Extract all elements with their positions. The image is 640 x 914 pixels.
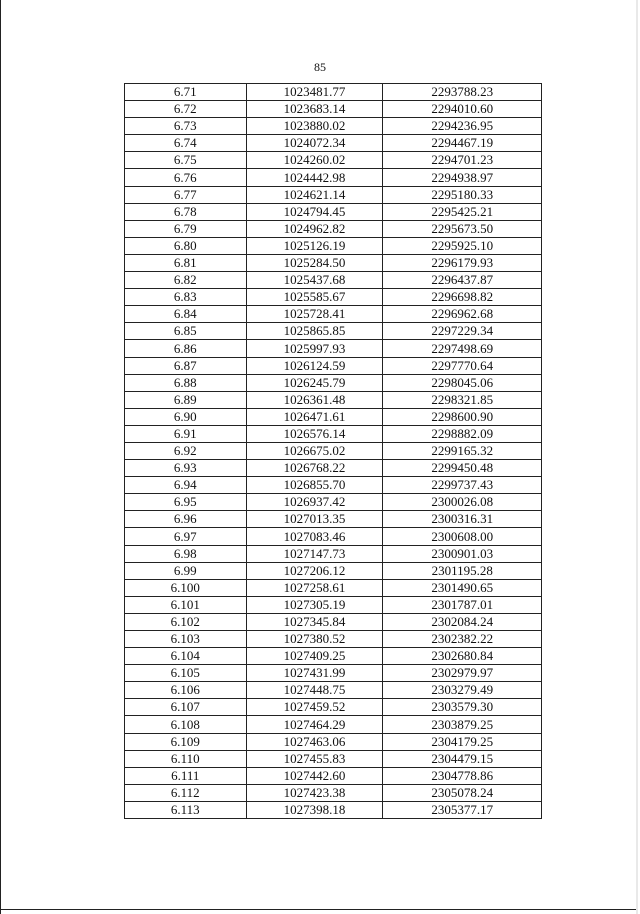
y-coordinate-cell: 2298321.85 bbox=[383, 391, 542, 408]
x-coordinate-cell: 1024621.14 bbox=[246, 186, 383, 203]
y-coordinate-cell: 2295180.33 bbox=[383, 186, 542, 203]
y-coordinate-cell: 2294010.60 bbox=[383, 101, 542, 118]
point-id-cell: 6.80 bbox=[125, 237, 247, 254]
y-coordinate-cell: 2296698.82 bbox=[383, 289, 542, 306]
y-coordinate-cell: 2294701.23 bbox=[383, 152, 542, 169]
y-coordinate-cell: 2298045.06 bbox=[383, 374, 542, 391]
x-coordinate-cell: 1026855.70 bbox=[246, 477, 383, 494]
table-row bbox=[125, 254, 542, 271]
y-coordinate-cell: 2296437.87 bbox=[383, 272, 542, 289]
y-coordinate-cell: 2293788.23 bbox=[383, 84, 542, 101]
point-id-cell: 6.102 bbox=[125, 613, 247, 630]
table-row bbox=[125, 460, 542, 477]
table-row bbox=[125, 801, 542, 818]
x-coordinate-cell: 1026361.48 bbox=[246, 391, 383, 408]
point-id-cell: 6.109 bbox=[125, 733, 247, 750]
x-coordinate-cell: 1025997.93 bbox=[246, 340, 383, 357]
x-coordinate-cell: 1023683.14 bbox=[246, 101, 383, 118]
point-id-cell: 6.83 bbox=[125, 289, 247, 306]
table-row bbox=[125, 716, 542, 733]
x-coordinate-cell: 1026576.14 bbox=[246, 425, 383, 442]
x-coordinate-cell: 1026937.42 bbox=[246, 494, 383, 511]
point-id-cell: 6.86 bbox=[125, 340, 247, 357]
point-id-cell: 6.91 bbox=[125, 425, 247, 442]
table-row bbox=[125, 408, 542, 425]
y-coordinate-cell: 2294938.97 bbox=[383, 169, 542, 186]
x-coordinate-cell: 1027448.75 bbox=[246, 682, 383, 699]
y-coordinate-cell: 2297229.34 bbox=[383, 323, 542, 340]
y-coordinate-cell: 2301490.65 bbox=[383, 579, 542, 596]
table-row bbox=[125, 101, 542, 118]
point-id-cell: 6.84 bbox=[125, 306, 247, 323]
y-coordinate-cell: 2295673.50 bbox=[383, 220, 542, 237]
x-coordinate-cell: 1027013.35 bbox=[246, 511, 383, 528]
y-coordinate-cell: 2305078.24 bbox=[383, 784, 542, 801]
y-coordinate-cell: 2299737.43 bbox=[383, 477, 542, 494]
y-coordinate-cell: 2305377.17 bbox=[383, 801, 542, 818]
table-row bbox=[125, 272, 542, 289]
page-edge-left bbox=[0, 0, 1, 914]
y-coordinate-cell: 2297770.64 bbox=[383, 357, 542, 374]
x-coordinate-cell: 1026245.79 bbox=[246, 374, 383, 391]
x-coordinate-cell: 1027463.06 bbox=[246, 733, 383, 750]
table-row bbox=[125, 682, 542, 699]
table-row bbox=[125, 203, 542, 220]
point-id-cell: 6.99 bbox=[125, 562, 247, 579]
point-id-cell: 6.98 bbox=[125, 545, 247, 562]
table-row bbox=[125, 545, 542, 562]
point-id-cell: 6.89 bbox=[125, 391, 247, 408]
table-row bbox=[125, 579, 542, 596]
y-coordinate-cell: 2299450.48 bbox=[383, 460, 542, 477]
y-coordinate-cell: 2302084.24 bbox=[383, 613, 542, 630]
table-row bbox=[125, 289, 542, 306]
point-id-cell: 6.90 bbox=[125, 408, 247, 425]
y-coordinate-cell: 2304179.25 bbox=[383, 733, 542, 750]
point-id-cell: 6.113 bbox=[125, 801, 247, 818]
x-coordinate-cell: 1027380.52 bbox=[246, 631, 383, 648]
point-id-cell: 6.103 bbox=[125, 631, 247, 648]
y-coordinate-cell: 2301195.28 bbox=[383, 562, 542, 579]
point-id-cell: 6.79 bbox=[125, 220, 247, 237]
table-row bbox=[125, 477, 542, 494]
x-coordinate-cell: 1026675.02 bbox=[246, 442, 383, 459]
point-id-cell: 6.74 bbox=[125, 135, 247, 152]
table-row bbox=[125, 135, 542, 152]
point-id-cell: 6.71 bbox=[125, 84, 247, 101]
table-row bbox=[125, 750, 542, 767]
x-coordinate-cell: 1027147.73 bbox=[246, 545, 383, 562]
table-row bbox=[125, 511, 542, 528]
y-coordinate-cell: 2303579.30 bbox=[383, 699, 542, 716]
y-coordinate-cell: 2299165.32 bbox=[383, 442, 542, 459]
y-coordinate-cell: 2300026.08 bbox=[383, 494, 542, 511]
table-row bbox=[125, 237, 542, 254]
y-coordinate-cell: 2300901.03 bbox=[383, 545, 542, 562]
x-coordinate-cell: 1023880.02 bbox=[246, 118, 383, 135]
page-edge-bottom bbox=[0, 909, 636, 910]
table-row bbox=[125, 152, 542, 169]
table-row bbox=[125, 699, 542, 716]
x-coordinate-cell: 1025284.50 bbox=[246, 254, 383, 271]
x-coordinate-cell: 1024962.82 bbox=[246, 220, 383, 237]
table-row bbox=[125, 169, 542, 186]
page-number: 85 bbox=[314, 60, 326, 74]
point-id-cell: 6.82 bbox=[125, 272, 247, 289]
point-id-cell: 6.110 bbox=[125, 750, 247, 767]
y-coordinate-cell: 2304778.86 bbox=[383, 767, 542, 784]
table-row bbox=[125, 340, 542, 357]
point-id-cell: 6.75 bbox=[125, 152, 247, 169]
x-coordinate-cell: 1027083.46 bbox=[246, 528, 383, 545]
point-id-cell: 6.85 bbox=[125, 323, 247, 340]
y-coordinate-cell: 2303879.25 bbox=[383, 716, 542, 733]
table-row bbox=[125, 442, 542, 459]
point-id-cell: 6.106 bbox=[125, 682, 247, 699]
y-coordinate-cell: 2298882.09 bbox=[383, 425, 542, 442]
x-coordinate-cell: 1024442.98 bbox=[246, 169, 383, 186]
table-row bbox=[125, 562, 542, 579]
y-coordinate-cell: 2294467.19 bbox=[383, 135, 542, 152]
x-coordinate-cell: 1024794.45 bbox=[246, 203, 383, 220]
table-row bbox=[125, 374, 542, 391]
point-id-cell: 6.107 bbox=[125, 699, 247, 716]
y-coordinate-cell: 2295425.21 bbox=[383, 203, 542, 220]
point-id-cell: 6.111 bbox=[125, 767, 247, 784]
point-id-cell: 6.100 bbox=[125, 579, 247, 596]
x-coordinate-cell: 1026768.22 bbox=[246, 460, 383, 477]
y-coordinate-cell: 2294236.95 bbox=[383, 118, 542, 135]
point-id-cell: 6.112 bbox=[125, 784, 247, 801]
table-row bbox=[125, 306, 542, 323]
x-coordinate-cell: 1027258.61 bbox=[246, 579, 383, 596]
point-id-cell: 6.97 bbox=[125, 528, 247, 545]
x-coordinate-cell: 1024072.34 bbox=[246, 135, 383, 152]
point-id-cell: 6.94 bbox=[125, 477, 247, 494]
table-row bbox=[125, 665, 542, 682]
point-id-cell: 6.105 bbox=[125, 665, 247, 682]
table-row bbox=[125, 528, 542, 545]
x-coordinate-cell: 1027464.29 bbox=[246, 716, 383, 733]
x-coordinate-cell: 1025126.19 bbox=[246, 237, 383, 254]
point-id-cell: 6.77 bbox=[125, 186, 247, 203]
x-coordinate-cell: 1026471.61 bbox=[246, 408, 383, 425]
point-id-cell: 6.95 bbox=[125, 494, 247, 511]
table-row bbox=[125, 84, 542, 101]
x-coordinate-cell: 1025585.67 bbox=[246, 289, 383, 306]
x-coordinate-cell: 1027345.84 bbox=[246, 613, 383, 630]
y-coordinate-cell: 2297498.69 bbox=[383, 340, 542, 357]
coordinates-table bbox=[124, 83, 542, 819]
y-coordinate-cell: 2302979.97 bbox=[383, 665, 542, 682]
x-coordinate-cell: 1025865.85 bbox=[246, 323, 383, 340]
x-coordinate-cell: 1027206.12 bbox=[246, 562, 383, 579]
table-row bbox=[125, 118, 542, 135]
table-row bbox=[125, 784, 542, 801]
point-id-cell: 6.104 bbox=[125, 648, 247, 665]
table-row bbox=[125, 733, 542, 750]
x-coordinate-cell: 1027305.19 bbox=[246, 596, 383, 613]
y-coordinate-cell: 2295925.10 bbox=[383, 237, 542, 254]
y-coordinate-cell: 2302382.22 bbox=[383, 631, 542, 648]
point-id-cell: 6.108 bbox=[125, 716, 247, 733]
y-coordinate-cell: 2303279.49 bbox=[383, 682, 542, 699]
point-id-cell: 6.72 bbox=[125, 101, 247, 118]
y-coordinate-cell: 2296179.93 bbox=[383, 254, 542, 271]
point-id-cell: 6.92 bbox=[125, 442, 247, 459]
page-edge-right bbox=[636, 0, 638, 914]
y-coordinate-cell: 2304479.15 bbox=[383, 750, 542, 767]
point-id-cell: 6.88 bbox=[125, 374, 247, 391]
table-row bbox=[125, 425, 542, 442]
y-coordinate-cell: 2298600.90 bbox=[383, 408, 542, 425]
x-coordinate-cell: 1025728.41 bbox=[246, 306, 383, 323]
x-coordinate-cell: 1027431.99 bbox=[246, 665, 383, 682]
table-row bbox=[125, 648, 542, 665]
table-row bbox=[125, 391, 542, 408]
x-coordinate-cell: 1026124.59 bbox=[246, 357, 383, 374]
table-row bbox=[125, 323, 542, 340]
x-coordinate-cell: 1024260.02 bbox=[246, 152, 383, 169]
y-coordinate-cell: 2301787.01 bbox=[383, 596, 542, 613]
point-id-cell: 6.78 bbox=[125, 203, 247, 220]
point-id-cell: 6.76 bbox=[125, 169, 247, 186]
x-coordinate-cell: 1027398.18 bbox=[246, 801, 383, 818]
table-row bbox=[125, 357, 542, 374]
table-row bbox=[125, 494, 542, 511]
point-id-cell: 6.93 bbox=[125, 460, 247, 477]
table-row bbox=[125, 613, 542, 630]
x-coordinate-cell: 1025437.68 bbox=[246, 272, 383, 289]
point-id-cell: 6.73 bbox=[125, 118, 247, 135]
table-row bbox=[125, 631, 542, 648]
table-row bbox=[125, 186, 542, 203]
x-coordinate-cell: 1027455.83 bbox=[246, 750, 383, 767]
table-row bbox=[125, 767, 542, 784]
point-id-cell: 6.101 bbox=[125, 596, 247, 613]
table-row bbox=[125, 596, 542, 613]
table-row bbox=[125, 220, 542, 237]
point-id-cell: 6.87 bbox=[125, 357, 247, 374]
y-coordinate-cell: 2296962.68 bbox=[383, 306, 542, 323]
x-coordinate-cell: 1023481.77 bbox=[246, 84, 383, 101]
y-coordinate-cell: 2300608.00 bbox=[383, 528, 542, 545]
y-coordinate-cell: 2302680.84 bbox=[383, 648, 542, 665]
coordinates-table-body bbox=[125, 84, 542, 819]
x-coordinate-cell: 1027409.25 bbox=[246, 648, 383, 665]
point-id-cell: 6.96 bbox=[125, 511, 247, 528]
x-coordinate-cell: 1027459.52 bbox=[246, 699, 383, 716]
x-coordinate-cell: 1027442.60 bbox=[246, 767, 383, 784]
y-coordinate-cell: 2300316.31 bbox=[383, 511, 542, 528]
x-coordinate-cell: 1027423.38 bbox=[246, 784, 383, 801]
point-id-cell: 6.81 bbox=[125, 254, 247, 271]
